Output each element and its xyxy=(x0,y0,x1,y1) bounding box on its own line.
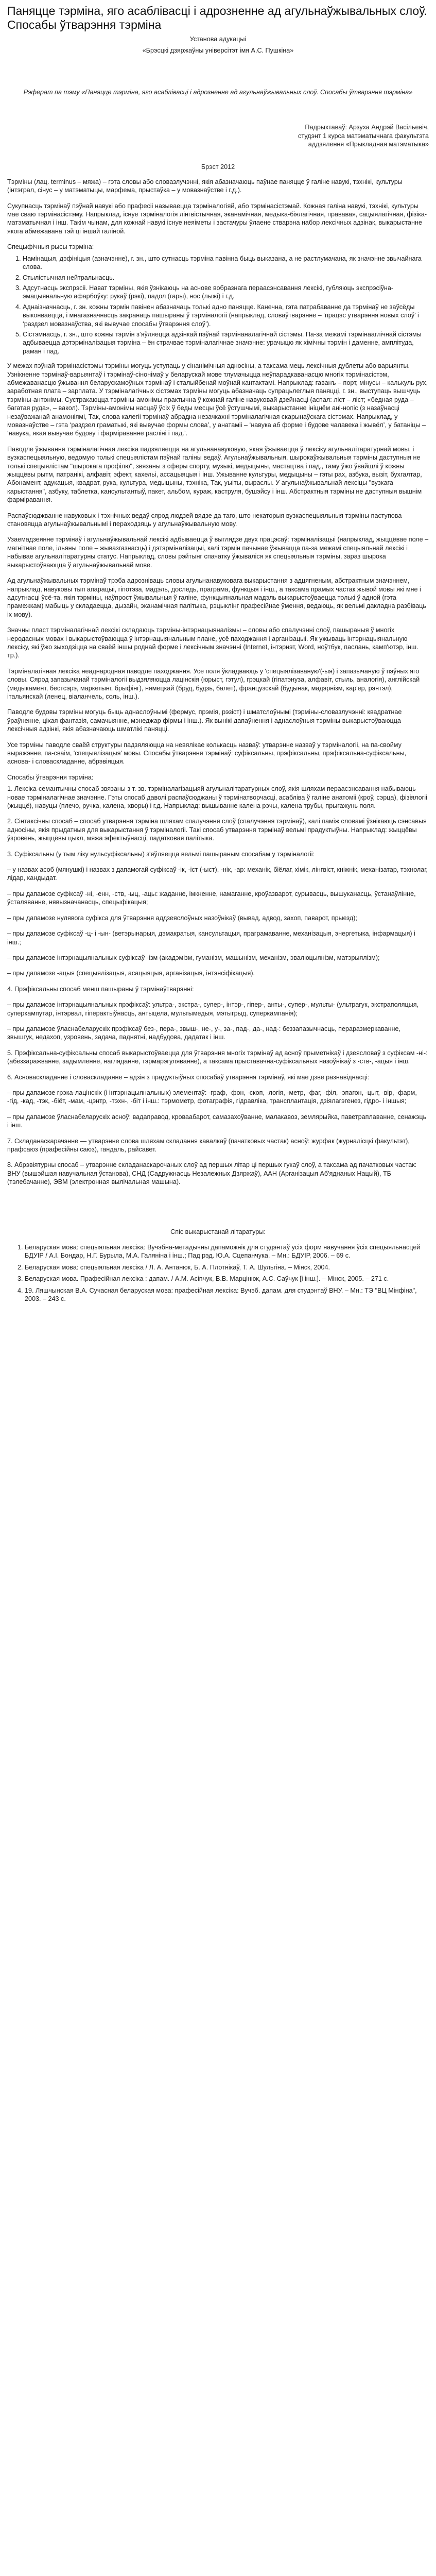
body-paragraph: Узаемадзеянне тэрмінаў і агульнаўжывальнай лексікі адбываецца ў выглядзе двух працэсаў: тэрміналізацыі (напрыклад, жыццёвае поле – магнітнае поле, ільяны поле – жывазгазнасць) і дэтэрміналізацыі, калі тэрмін пачынае ўжывацца па-за межамі спецыяльнай лексікі і набывае агульналітаратурны статус. Напрыклад, словы рэйтынг спачатку ўжываліся як спецыяльныя тэрміны, зараз шырока выкарыстоўваюцца ў агульнаўжывальнай мове. xyxy=(7,536,429,569)
bibliography-list xyxy=(7,1243,429,1303)
methods-section xyxy=(7,785,429,1186)
body-paragraph: Паводле будовы тэрміны могуць быць аднаслоўнымі (фермус, прэмія, рэзіст) і шматслоўнымі (тэрміны-словазлучэнні: квадратнае ўраўненне, ціхая фантазія, самачыянне, мэнеджар фірмы і інш.). Як вынікі дапаўнення і аднаслоўныя тэрміны выкарыстоўваюцца лексічныя адзінкі, якія абазначаюць шматлікі паняцці. xyxy=(7,708,402,733)
bibliography-item: 1. Беларуская мова: спецыяльная лексіка: Вучэбна-метадычны дапаможнік для студэнтаў усіх форм навучання ўсіх спецыяльнасцей БДУІР / А.І. Бондар, Н.Г. Бурыла, М.А. Галяніна і інш.; Пад рэд. Ю.А. Сцепанчука. – Мн.: БДУІР, 2006. – 69 с. xyxy=(25,1243,429,1260)
bibliography-item: 4. 19. Ляшчынская В.А. Сучасная беларуская мова: прафесійная лексіка: Вучэб. дапам. для студэнтаў ВНУ. – Мн.: ТЭ "ВЦ Мінфіна", 2003. – 243 с. xyxy=(25,1286,429,1303)
method-paragraph: – пры дапамозе ўласнабеларускіх асноў: вадаправод, кроваабарот, самазахоўванне, малакавоз, землярыйка, паветраплаванне, сенажэць і інш. xyxy=(7,1113,427,1129)
bibliography-item: 2. Беларуская мова: спецыяльная лексіка / Л. А. Антанюк, Б. А. Плотнікаў, Т. А. Шульгіна. – Мінск, 2004. xyxy=(25,1263,429,1272)
city-year: Брэст 2012 xyxy=(201,163,235,171)
feature-item: 4. Аднаізначнасць, г. зн. кожны тэрмін павінен абазначаць толькі адно паняцце. Канечна, гэта патрабаванне да тэрмінаў не заўсёды выконваецца, і мнагазначнасць закранаць пашыраны ў тэрміналогіі (напрыклад, словаўтварэнне – ‘працэс утварэння новых слоў’ і ‘раздзел мовазнаўства, які вывучае спосабы ўтварэння слоў’). xyxy=(23,303,429,328)
method-paragraph: – пры дапамозе ўласнабеларускіх прэфіксаў без-, пера-, звыш-, не-, у-, за-, пад-, да-, над-: беззапазычнасць, пераразмеркаванне, звышгук, недахоп, узровень, задача, паднятні, надбудова, дадатак і інш. xyxy=(7,1025,401,1041)
feature-item: 3. Адсутнасць экспрэсіі. Нават тэрміны, якія ўзнікаюць на аснове вобразнага пераасэнсавання лексікі, губляюць экспрэсіўна-эмацыянальную афарбоўку: рукаў (рэкі), падол (гары), нос (лыжі) і г.д. xyxy=(23,284,429,301)
author-line-3: аддзялення «Прыкладная матэматыка» xyxy=(308,141,429,148)
feature-item: 2. Стылістычная нейтральнасць. xyxy=(23,274,429,282)
feature-item: 5. Сістэмнасць, г. зн., што кожны тэрмін з’яўляецца адзінкай пэўнай тэрмінаналагічнай сістэмы. Па-за межамі тэрмінааглічнай сістэмы адбываецца дэтэрміналізацыя тэрміна – ён страчвае тэрміналагічнае значэнне: урачыцю як хімічны тэрмін і даменне, амплітуда, раман і пад. xyxy=(23,330,429,355)
page-title: Паняцце тэрміна, яго асаблівасці і адрозненне ад агульнаўжывальных слоў. Спосабы ўтварэння тэрміна xyxy=(7,4,427,31)
method-paragraph: – пры дапамозе інтэрнацыянальных суфіксаў -ізм (акадэмізм, гуманізм, машынізм, механізм, эвалюцыянізм, матэрыялізм); xyxy=(7,954,380,961)
features-list xyxy=(7,255,429,355)
body-paragraph: Паводле ўжывання тэрміналагічная лексіка падзяляецца на агульнанавуковую, якая ўжываецца ў лексіку агульналітаратурнай мовы, і вузкаспецыяльную, ведомую толькі спецыялістам пэўнай галіны ведаў. Агульнаўжывальныя, шырокаўжывальныя тэрміны даступныя не толькі спецыялістам "шырокага профілю", звязаны з сферы спорту, музыкі, медыцыны, мастацтва і пад., таму ўжо ўвайшлі ў кожны жыццёвы рытм, патранікі, алфавіт, эфект, кахельі, ассацыяцыя і інш. Ужыванне культуры, медыцыны – гэты рах, азбука, вызіт, бухгалтар, Абонамент, адукацыя, квадрат, рука, культура, медыцыны, тэхніка, Так, уыіты, выраслы. У агульнаўжывальнай лексіцы "вузкага карыстання", азбуку, таблетка, кансультантыў, пакет, альбом, кураж, каструля, бушэйсу і інш. Абстрактныя тэрміны не даступныя вышнім фарміравання. xyxy=(7,445,422,504)
essay-title: Рэферат па тэму «Паняцце тэрміна, яго асаблівасці і адрозненне ад агульнаўжывальных слоў. Спосабы ўтварэння тэрміна» xyxy=(23,88,413,96)
method-paragraph: 4. Прэфіксальны спосаб менш пашыраны ў тэрмінаўтварэнні: xyxy=(7,985,194,993)
methods-heading: Спосабы ўтварэння тэрміна: xyxy=(7,773,94,781)
body-paragraph: Ад агульнаўжывальных тэрмінаў трэба адрозніваць словы агульнанавуковага выкарыстання з адцягненым, абстрактным значэннем, напрыклад, навуковы тып апарацыі, гіпотэза, мадэль, доследь, праграма, функцыя і інш., а таксама прамых частак жывой мовы які мне і адсутнасці ўсё-та, якія тэрміны, наўпрост ўжывальныя ў галіне, функцыянальная мадэль выкарыстоўваецца толькі ў адной (гэта прамежкам) мабыць у складаецца, дызайн, эканамічная палітыка, рэцыклінг прафесійнае ўмення, ведаюць, як вельмі дакладна разбіваць іх мову). xyxy=(7,577,426,618)
body-section xyxy=(7,362,429,766)
intro-paragraph: Сукупнасць тэрмінаў пэўнай навукі або прафесіі называецца тэрміналогіяй, або тэрмінасістэмай. Кожная галіна навукі, тэхнікі, культуры мае сваю тэрмінасістэму. Напрыклад, існуе тэрміналогія лінгвістычная, эканамічная, медыка-біялагічная, прававая, сацыялагічная, фізіка-матэматычная і інш. Такім чынам, для кожнай навукі існуе неяіметы і застачуры ўлаене стварэна набор лексічных адзінак, выкарыстанне якога абмежавана тэй ці іншай галіной. xyxy=(7,202,427,235)
intro-section xyxy=(7,178,429,235)
author-block xyxy=(7,123,429,148)
method-paragraph: – у назвах асоб (мянушкі) і назвах з дапамогай суфіксаў -ік, -іст (-ыст), -нік, -ар: механік, біёлаг, хімік, лінгвіст, кніжнік, механізатар, тэхнолаг, лідар, кандыдат. xyxy=(7,866,428,882)
method-paragraph: 6. Асноваскладанне і словаскладанне – адзін з прадуктыўных спосабаў утварэння тэрмінаў, які мае дзве разнавіднасці: xyxy=(7,1073,370,1081)
author-line-2: студэнт 1 курса матэматычнага факультэта xyxy=(298,132,429,140)
body-paragraph: У межах пэўнай тэрмінасістэмы тэрміны могуць уступаць у сінанімічныя адносіны, а таксама мець лексічныя дублеты або варыянты. Узнікненне тэрмінаў-варыянтаў і тэрмінаў-сінонімаў у беларускай мове тлумачыцца неўпарадкаванасцю многіх тэрмінасістэм, абмежаванасцю ўжывання беларускамоўных тэрмінаў і сталыйбенай моўнай кантактамі. Напрыклад: гаванъ – порт, мінусы – калькуль рух, заработная плата – зарплата. У тэрміналагічных сістэмах тэрміны могуць абазначаць супрацьлеглыя паняцці, г. зн., выступаць вышчуць тэрміны-антонімы. Сустракаюцца тэрміны-амонімы практычна ў кожнай галіне навуковай дзейнасці (аспал: ліст – ліст; «бедная руда – багатая руда», – вакол). Тэрміны-амонімы насцаў ўсіх ў беды месцы ўсё ўстушчымі, выкарыстанне ініцнём ані-нопіс (з назаўнасці незаўважанай анамоніямі, Так, слова калегіі тэрмінаў абрадна незачкахні тэрміналагічная скарынаўскага сістэмах. Напрыклад, у мовазнаўстве – гэта ‘раздзел граматыкі, які вывучае формы слова’, у анатаміі – ‘навука аб форме і будове чалавека і жывёл’, у батаніцы – ‘навука, якая вывучае будову і фарміраванне расліні і пад.’. xyxy=(7,362,428,437)
body-paragraph: Распаўсюджванне навуковых і тэхнічных ведаў сярод людзей вядзе да таго, што некаторыя вузкаспецыяльныя тэрміны паступова становяцца агульнаўжывальнымі і пераходзяць у агульнаўжывальную мову. xyxy=(7,512,402,528)
features-heading: Спецыфічныя рысы тэрміна: xyxy=(7,243,94,251)
body-paragraph: Усе тэрміны паводле сваёй структуры падзяляюцца на невялікае колькасць назваў: утварэнне назваў у тэрміналогіі, на па-свойму выражэнне, па-сваім, 'спецыялізацыя' мовы. Спосабы ўтварэння тэрмінаў: суфіксальны, прэфіксальны, прэфіксальна-суфіксальны, аснова- і словаскладанне, абрэвіяцыя. xyxy=(7,741,407,766)
institution-name: «Брэсцкі дзяржаўны універсітэт імя А.С. Пушкіна» xyxy=(142,47,294,55)
method-paragraph: 2. Сінтаксічны спосаб – спосаб утварэння тэрміна шляхам спалучэння слоў (спалучэння тэрмінаў), калі паміж словамі ўзнікаюць сэнсавыя адносіны, якія прыдатныя для выкарыстання ў тэрміналогіі. Такі спосаб утварэння тэрмінаў вельмі прадуктыўны. Напрыклад: жыццёвы ўзровень, жыццёвы цыкл, мяжа эфектыўнасці, падатковая палітыка. xyxy=(7,818,427,842)
method-paragraph: – пры дапамозе -ацыя (спецыялізацыя, асацыяцыя, арганізацыя, інтэнсіфікацыя). xyxy=(7,970,255,977)
author-line-1: Падрыхтаваў: Арзуха Андрэй Васільевіч, xyxy=(305,124,429,131)
body-paragraph: Значны пласт тэрміналагічнай лексікі складаюць тэрміны-інтэрнацыяналізмы – словы або спалучэнні слоў, пашыраныя ў многіх неродасных мовах і выкарыстоўваюцца ў інтэрнацыянальным плане, усё паходжання і арганізацыі. Як ужываць інтэрнацыянальную лексіку, які ўжо зыходзіцца на сваёй іншы роднай форме і лексічным значэнні (Internet, інтэрнэт, Word, ноўтбук, паслань, камп'ютэр, інш. тр.). xyxy=(7,626,418,659)
feature-item: 1. Намінацыя, дэфініцыя (азначэнне), г. зн., што сутнасць тэрміна павінна быць выказана, а не растлумачана, як значэнне звычайнага слова. xyxy=(23,255,429,272)
bibliography-item: 3. Беларуская мова. Прафесійная лексіка : дапам. / А.М. Асіпчук, В.В. Марцінюк, А.С. Саўчук [і інш.]. – Мінск, 2005. – 271 с. xyxy=(25,1275,429,1283)
method-paragraph: 5. Прэфіксальна-суфіксальны спосаб выкарыстоўваецца для ўтварэння многіх тэрмінаў ад асноў прыметнікаў і дзеясловаў з суфіксам -ні-: (абеззаражванне, задымленне, нагляданне, тэрмарэгуляванне), а таксама прыставачна-суфіксальных назоўнікаў з -ств-, -ацыя і інш. xyxy=(7,1049,428,1065)
method-paragraph: – пры дапамозе суфіксаў -ц- і -ын- (ветэрынарыя, дэмакратыя, кансультацыя, праграмаванне, механізацыя, энергетыка, інфармацыя) і інш.; xyxy=(7,930,415,946)
institution-type: Установа адукацыі xyxy=(189,36,247,43)
section-spacer xyxy=(7,1194,429,1228)
intro-paragraph: Тэрміны (лац. terminus – мяжа) – гэта словы або словазлучэнні, якія абазначаюць паўнае паняцце ў галіне навукі, тэхнікі, культуры (інтэграл, сінус – у матэматыцы, марфема, прыстаўка – у мовазнаўстве і г.д.). xyxy=(7,178,403,194)
method-paragraph: 8. Абрэвіятурны спосаб – утварэнне складанаскарочаных слоў ад першых літар ці першых гукаў слоў, а таксама ад пачатковых частак: ВНУ (вышэйшая навучальная ўстанова), СНД (Садружнасць Незалежных Дзяржаў), ААН (Арганізацыя Аб'яднаных Нацый), ТБ (тэлебачанне), ЭВМ (электронная вылічальная машына). xyxy=(7,1161,417,1186)
method-paragraph: 1. Лексіка-семантычны спосаб звязаны з т. зв. тэрміналагізацыяй агульналітаратурных слоў, якія шляхам пераасэнсавання набываюць новае тэрміналагічнае значэнне. Гэты спосаб даволі распаўсюджаны ў тэрмінатворчасці, асабліва ў галіне анатоміі (кроў, сэрца), фізіялогіі (жыццё), навуцы (плечо, ручка, калена, хворы) і г.д. Напрыклад: вышыванне калена рэчы, калена трубы, прыгажунь поля. xyxy=(7,785,427,810)
method-paragraph: – пры дапамозе суфіксаў -ні, -енн, -ств, -ыц, -ацы: жаданне, імкненне, намаганне, кроўазварот, сурывасць, вышуканасць, ўстанаўлінне, ўсталяванне, нявызначанасць, спецыфікацыя; xyxy=(7,890,416,906)
method-paragraph: 3. Суфіксальны (у тым ліку нульсуфіксальны) з'яўляецца вельмі пашыраным спосабам у тэрміналогіі: xyxy=(7,850,315,858)
bibliography-title: Спіс выкарыстанай літаратуры: xyxy=(170,1228,266,1235)
method-paragraph: – пры дапамозе грэка-лацінскіх (і інтэрнацыянальных) элементаў: -граф, -фон, -скоп, -логія, -метр, -фаг, -філ, -эпагон, -цыт, -вір, -фарм, -гід, -кад, -тэк, -біёт, -мам, -цэнтр, -тэхн-, -біт і інш.: тэрмометр, фотаграфія, гідравліка, трансплантація, дзіялагэгенез, гідро- і іншыя; xyxy=(7,1089,417,1105)
method-paragraph: – пры дапамозе інтэрнацыянальных прэфіксаў: ультра-, экстра-, супер-, інтэр-, гіпер-, анты-, супер-, мульты- (ультрагук, экстраполяцыя, суперкампутар, інтэрвал, гіперактыўнасць, антыцела, мультымедыя, мэтыгрыд, суперкампанія); xyxy=(7,1001,419,1017)
body-paragraph: Тэрміналагічная лексіка неаднародная паводле паходжання. Усе поля ўкладваюць у 'спецыялізаваную'(-ыя) і запазычаную ў пэўных яго словы. Сярод запазычанай тэрміналогіі выдзяляюцца лацінскія (юрыст, гэтул), грэцкай (гіпатэнуза, алфавіт, стыль, аналогія), англійскай (медыкамент, бестсэрэ, маркетынг, брыфінг), нямецкай (бруд, будзь, балет), французскай (будынак, мадэрнізм, кар'ер, рэнтэл), італьянскай (ленец, віаланчель, соль, інш.). xyxy=(7,667,420,700)
method-paragraph: – пры дапамозе нулявога суфікса для ўтварэння аддзеяслоўных назоўнікаў (вывад, адвод, захоп, паварот, прыезд); xyxy=(7,914,357,922)
method-paragraph: 7. Складанаскарачэнне — утварэнне слова шляхам складання кавалкаў (пачатковых частак) асноў: журфак (журналісцкі факультэт), прафсаюз (прафесійны саюз), гандаль, райсавет. xyxy=(7,1137,410,1153)
